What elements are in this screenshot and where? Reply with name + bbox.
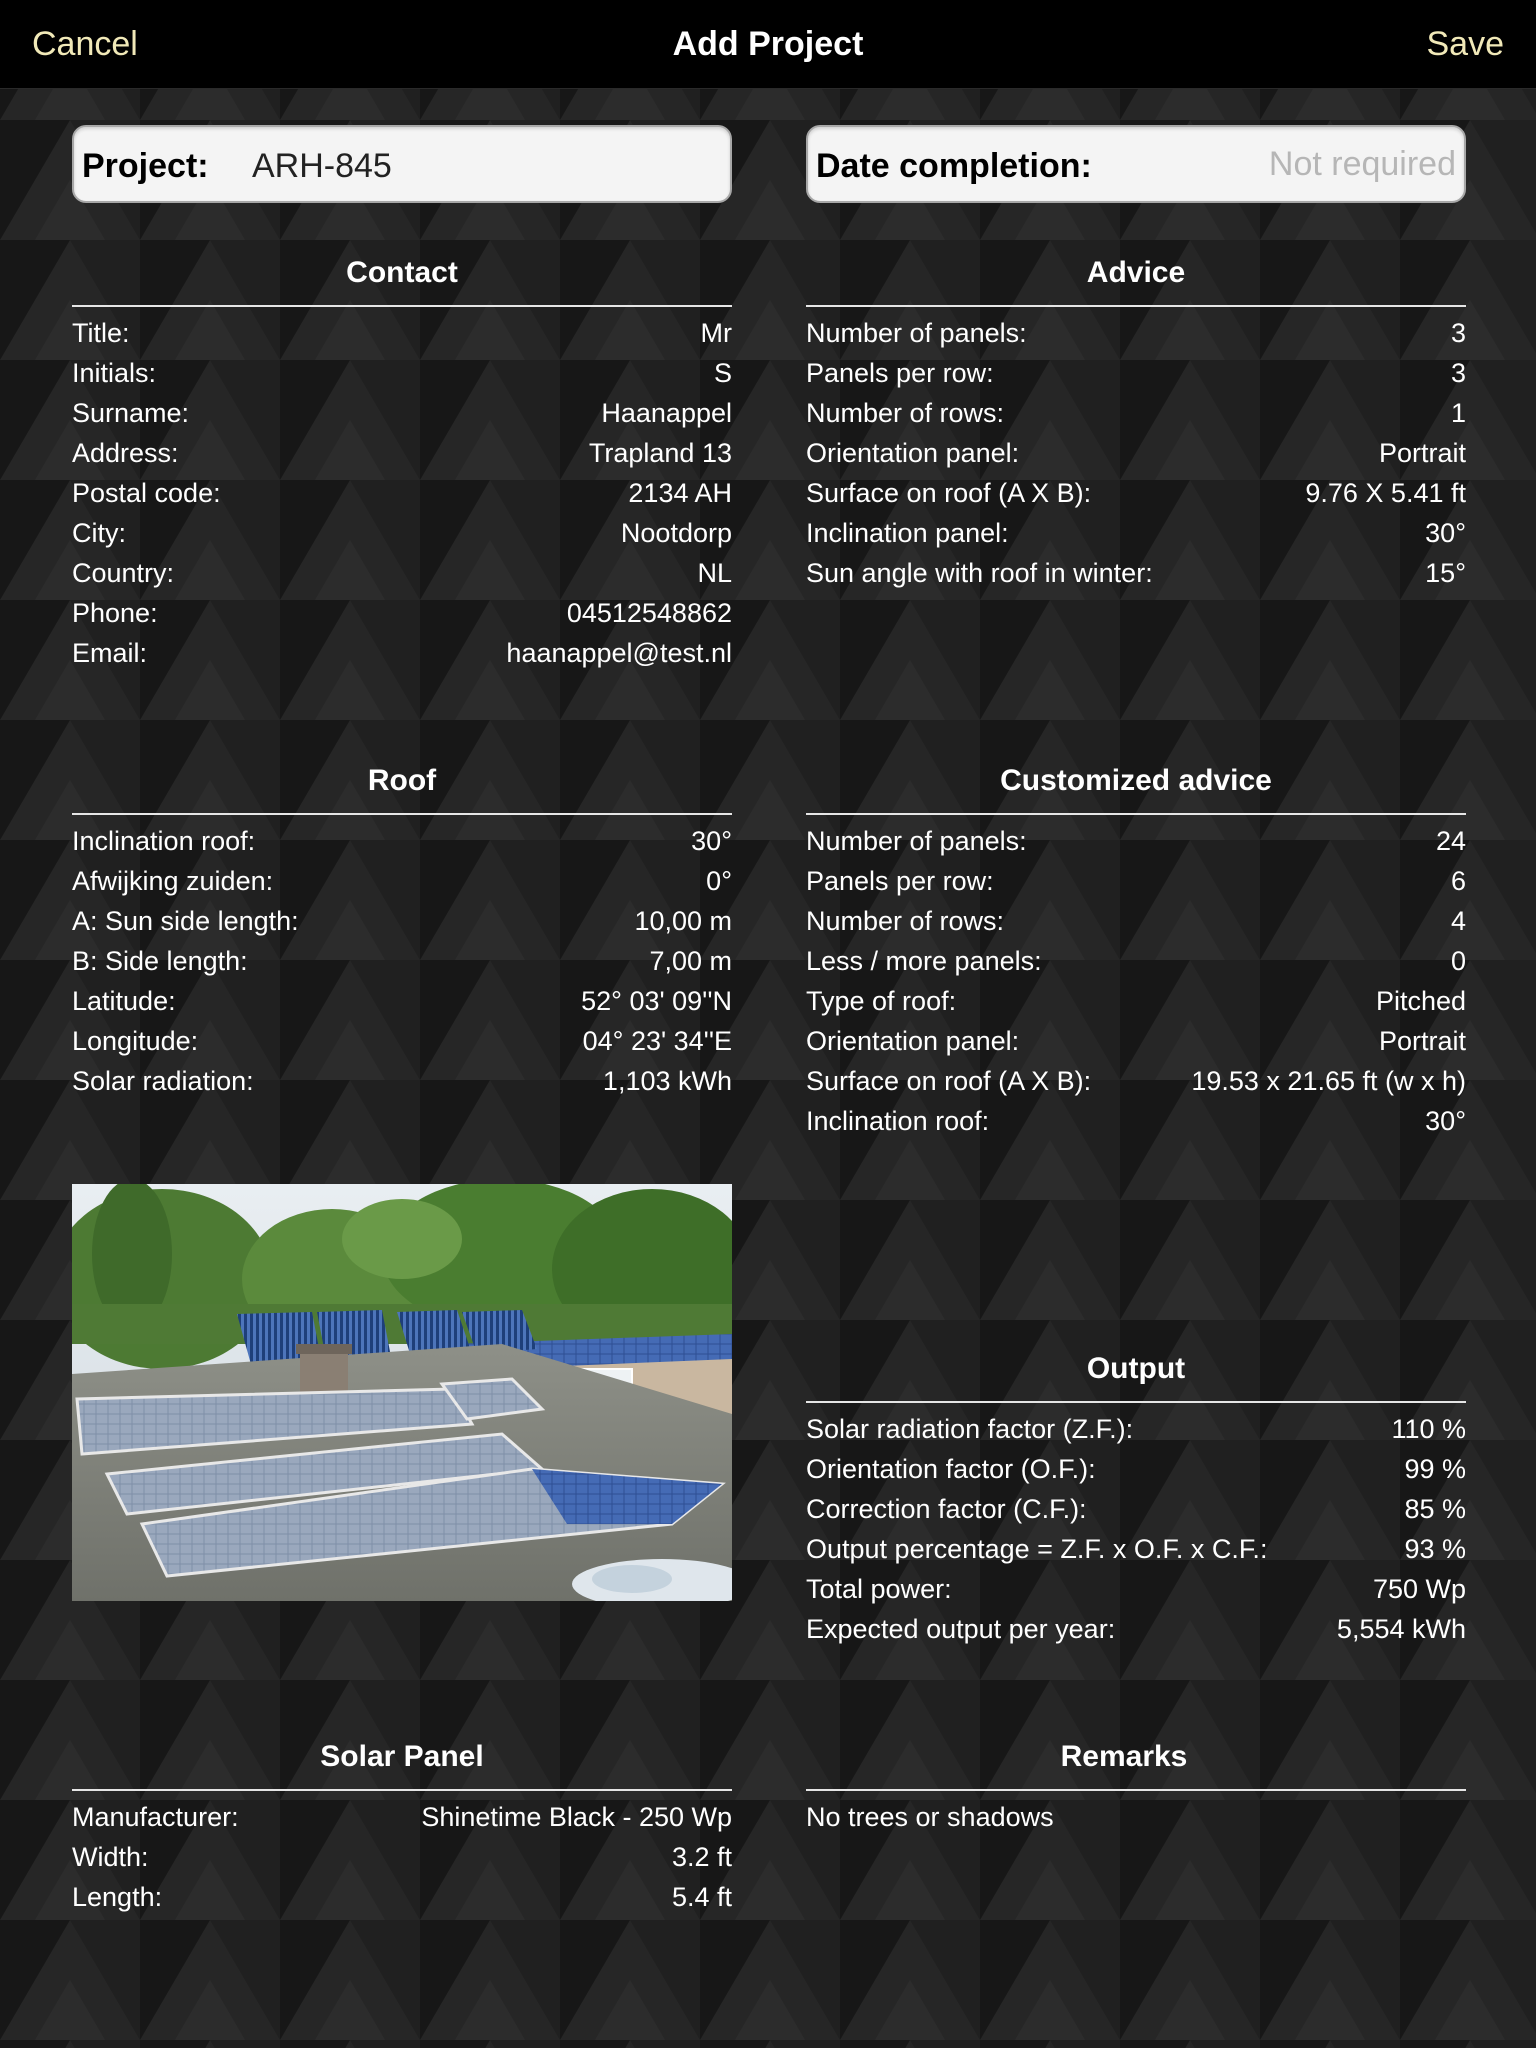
output-row-total-power <box>806 1569 1466 1609</box>
project-field-label: Project: <box>82 147 209 185</box>
roof-row-longitude[interactable] <box>72 1021 732 1061</box>
row-value: 1,103 kWh <box>602 1066 732 1096</box>
advice-title: Advice <box>1086 256 1186 289</box>
row-label: Number of panels: <box>806 318 1027 348</box>
row-label: Sun angle with roof in winter: <box>806 558 1153 588</box>
advice-section <box>806 253 1466 593</box>
roof-section <box>72 761 732 1101</box>
contact-row-address[interactable] <box>72 433 732 473</box>
row-label: Number of rows: <box>806 906 1005 936</box>
row-value: Portrait <box>1378 438 1466 468</box>
contact-row-surname[interactable] <box>72 393 732 433</box>
row-label: Initials: <box>72 358 157 388</box>
solar-panel-divider <box>72 1789 732 1791</box>
row-label: Postal code: <box>72 478 221 508</box>
output-row-solar-radiation-factor <box>806 1409 1466 1449</box>
contact-row-phone[interactable] <box>72 593 732 633</box>
row-label: Less / more panels: <box>806 946 1042 976</box>
row-value: 5,554 kWh <box>1336 1614 1466 1644</box>
row-value: 3 <box>1450 358 1466 388</box>
row-value: Trapland 13 <box>588 438 732 468</box>
row-label: Manufacturer: <box>72 1802 239 1832</box>
project-field[interactable] <box>72 125 732 203</box>
row-label: Orientation panel: <box>806 438 1020 468</box>
page-title: Add Project <box>672 25 864 63</box>
row-value: 5.4 ft <box>671 1882 732 1912</box>
row-value: Mr <box>700 318 732 348</box>
advice-divider <box>806 305 1466 307</box>
row-value: 3.2 ft <box>671 1842 732 1872</box>
contact-row-city[interactable] <box>72 513 732 553</box>
row-label: Number of panels: <box>806 826 1027 856</box>
customized-advice-divider <box>806 813 1466 815</box>
row-value: 7,00 m <box>649 946 732 976</box>
roof-row-sun-side-length[interactable] <box>72 901 732 941</box>
solar-panel-title: Solar Panel <box>320 1740 484 1773</box>
project-field-value[interactable]: ARH-845 <box>252 147 392 185</box>
row-label: Country: <box>72 558 175 588</box>
row-label: Title: <box>72 318 130 348</box>
customized-advice-title: Customized advice <box>1000 764 1272 797</box>
output-row-orientation-factor <box>806 1449 1466 1489</box>
row-label: Surface on roof (A X B): <box>806 478 1092 508</box>
navigation-bar <box>0 0 1536 89</box>
row-value: haanappel@test.nl <box>506 638 732 668</box>
row-label: Expected output per year: <box>806 1614 1116 1644</box>
row-label: Correction factor (C.F.): <box>806 1494 1087 1524</box>
row-value: Nootdorp <box>620 518 732 548</box>
save-button[interactable]: Save <box>1426 25 1504 63</box>
solar-panel-section <box>72 1737 732 1917</box>
advice-row-surface-on-roof <box>806 473 1466 513</box>
row-label: Orientation panel: <box>806 1026 1020 1056</box>
row-value: 30° <box>1425 1106 1466 1136</box>
row-value: 110 % <box>1391 1414 1466 1444</box>
contact-section <box>72 253 732 673</box>
row-value: 24 <box>1435 826 1466 856</box>
row-value: 30° <box>691 826 732 856</box>
advice-row-inclination-panel <box>806 513 1466 553</box>
roof-divider <box>72 813 732 815</box>
remarks-section <box>806 1737 1466 1837</box>
row-value: 15° <box>1425 558 1466 588</box>
customized-row-number-of-panels[interactable] <box>806 821 1466 861</box>
row-value: 85 % <box>1404 1494 1466 1524</box>
roof-photo[interactable] <box>72 1184 732 1601</box>
remarks-title: Remarks <box>1060 1740 1188 1773</box>
customized-row-number-of-rows[interactable] <box>806 901 1466 941</box>
date-completion-field[interactable] <box>806 125 1466 203</box>
row-value: 99 % <box>1404 1454 1466 1484</box>
row-label: Solar radiation: <box>72 1066 254 1096</box>
remarks-text[interactable]: No trees or shadows <box>806 1802 1054 1832</box>
solar-panel-row-length[interactable] <box>72 1877 732 1917</box>
row-value: 0 <box>1450 946 1466 976</box>
row-value: 10,00 m <box>634 906 732 936</box>
row-value: Pitched <box>1375 986 1466 1016</box>
row-label: Latitude: <box>72 986 176 1016</box>
advice-row-number-of-rows <box>806 393 1466 433</box>
row-value: 2134 AH <box>628 478 732 508</box>
customized-row-orientation-panel[interactable] <box>806 1021 1466 1061</box>
remarks-divider <box>806 1789 1466 1791</box>
roof-row-solar-radiation[interactable] <box>72 1061 732 1101</box>
row-value: 750 Wp <box>1372 1574 1466 1604</box>
roof-title: Roof <box>367 764 437 797</box>
customized-advice-section <box>806 761 1466 1141</box>
contact-title: Contact <box>346 256 458 289</box>
roof-row-afwijking-zuiden[interactable] <box>72 861 732 901</box>
row-label: Solar radiation factor (Z.F.): <box>806 1414 1134 1444</box>
solar-panel-row-manufacturer[interactable] <box>72 1797 732 1837</box>
row-value: Shinetime Black - 250 Wp <box>421 1802 732 1832</box>
customized-row-panels-per-row[interactable] <box>806 861 1466 901</box>
customized-row-inclination-roof[interactable] <box>806 1101 1466 1141</box>
roof-row-inclination[interactable] <box>72 821 732 861</box>
row-label: Surname: <box>72 398 190 428</box>
row-value: 3 <box>1450 318 1466 348</box>
row-value: 1 <box>1450 398 1466 428</box>
solar-panel-row-width[interactable] <box>72 1837 732 1877</box>
row-label: Number of rows: <box>806 398 1005 428</box>
row-label: Type of roof: <box>806 986 957 1016</box>
solar-roof-photo-illustration <box>72 1184 732 1601</box>
row-label: Width: <box>72 1842 149 1872</box>
output-divider <box>806 1401 1466 1403</box>
row-label: City: <box>72 518 126 548</box>
row-value: 30° <box>1425 518 1466 548</box>
row-label: Panels per row: <box>806 866 994 896</box>
row-label: Orientation factor (O.F.): <box>806 1454 1096 1484</box>
row-value: 52° 03' 09''N <box>581 986 732 1016</box>
row-label: Address: <box>72 438 179 468</box>
cancel-button[interactable]: Cancel <box>32 25 138 63</box>
row-value: 04° 23' 34''E <box>582 1026 732 1056</box>
customized-row-surface-on-roof[interactable] <box>806 1061 1466 1101</box>
row-label: Inclination panel: <box>806 518 1009 548</box>
row-value: 93 % <box>1404 1534 1466 1564</box>
row-value: 4 <box>1450 906 1466 936</box>
contact-row-initials[interactable] <box>72 353 732 393</box>
row-value: S <box>713 358 732 388</box>
contact-row-title[interactable] <box>72 313 732 353</box>
row-label: Longitude: <box>72 1026 199 1056</box>
row-label: Afwijking zuiden: <box>72 866 274 896</box>
row-value: 0° <box>706 866 732 896</box>
advice-row-orientation-panel <box>806 433 1466 473</box>
advice-row-sun-angle <box>806 553 1466 593</box>
row-value: 9.76 X 5.41 ft <box>1305 478 1466 508</box>
row-value: NL <box>697 558 732 588</box>
row-label: Inclination roof: <box>72 826 256 856</box>
output-row-correction-factor <box>806 1489 1466 1529</box>
roof-row-side-length[interactable] <box>72 941 732 981</box>
output-title: Output <box>1086 1352 1186 1385</box>
date-completion-placeholder[interactable]: Not required <box>1268 145 1456 183</box>
output-section <box>806 1349 1466 1649</box>
row-label: Email: <box>72 638 148 668</box>
row-value: 04512548862 <box>566 598 732 628</box>
output-row-expected-output <box>806 1609 1466 1649</box>
row-value: Haanappel <box>601 398 732 428</box>
row-label: A: Sun side length: <box>72 906 299 936</box>
row-label: Output percentage = Z.F. x O.F. x C.F.: <box>806 1534 1268 1564</box>
date-completion-label: Date completion: <box>816 147 1092 185</box>
roof-row-latitude[interactable] <box>72 981 732 1021</box>
row-label: B: Side length: <box>72 946 248 976</box>
row-label: Length: <box>72 1882 163 1912</box>
contact-divider <box>72 305 732 307</box>
advice-row-number-of-panels <box>806 313 1466 353</box>
row-value: 19.53 x 21.65 ft (w x h) <box>1191 1066 1466 1096</box>
contact-row-email[interactable] <box>72 633 732 673</box>
row-label: Inclination roof: <box>806 1106 990 1136</box>
customized-row-less-more-panels[interactable] <box>806 941 1466 981</box>
row-label: Surface on roof (A X B): <box>806 1066 1092 1096</box>
advice-row-panels-per-row <box>806 353 1466 393</box>
row-label: Phone: <box>72 598 158 628</box>
row-value: Portrait <box>1378 1026 1466 1056</box>
customized-row-type-of-roof[interactable] <box>806 981 1466 1021</box>
row-value: 6 <box>1450 866 1466 896</box>
row-label: Total power: <box>806 1574 952 1604</box>
contact-row-country[interactable] <box>72 553 732 593</box>
contact-row-postal-code[interactable] <box>72 473 732 513</box>
output-row-output-percentage <box>806 1529 1466 1569</box>
row-label: Panels per row: <box>806 358 994 388</box>
